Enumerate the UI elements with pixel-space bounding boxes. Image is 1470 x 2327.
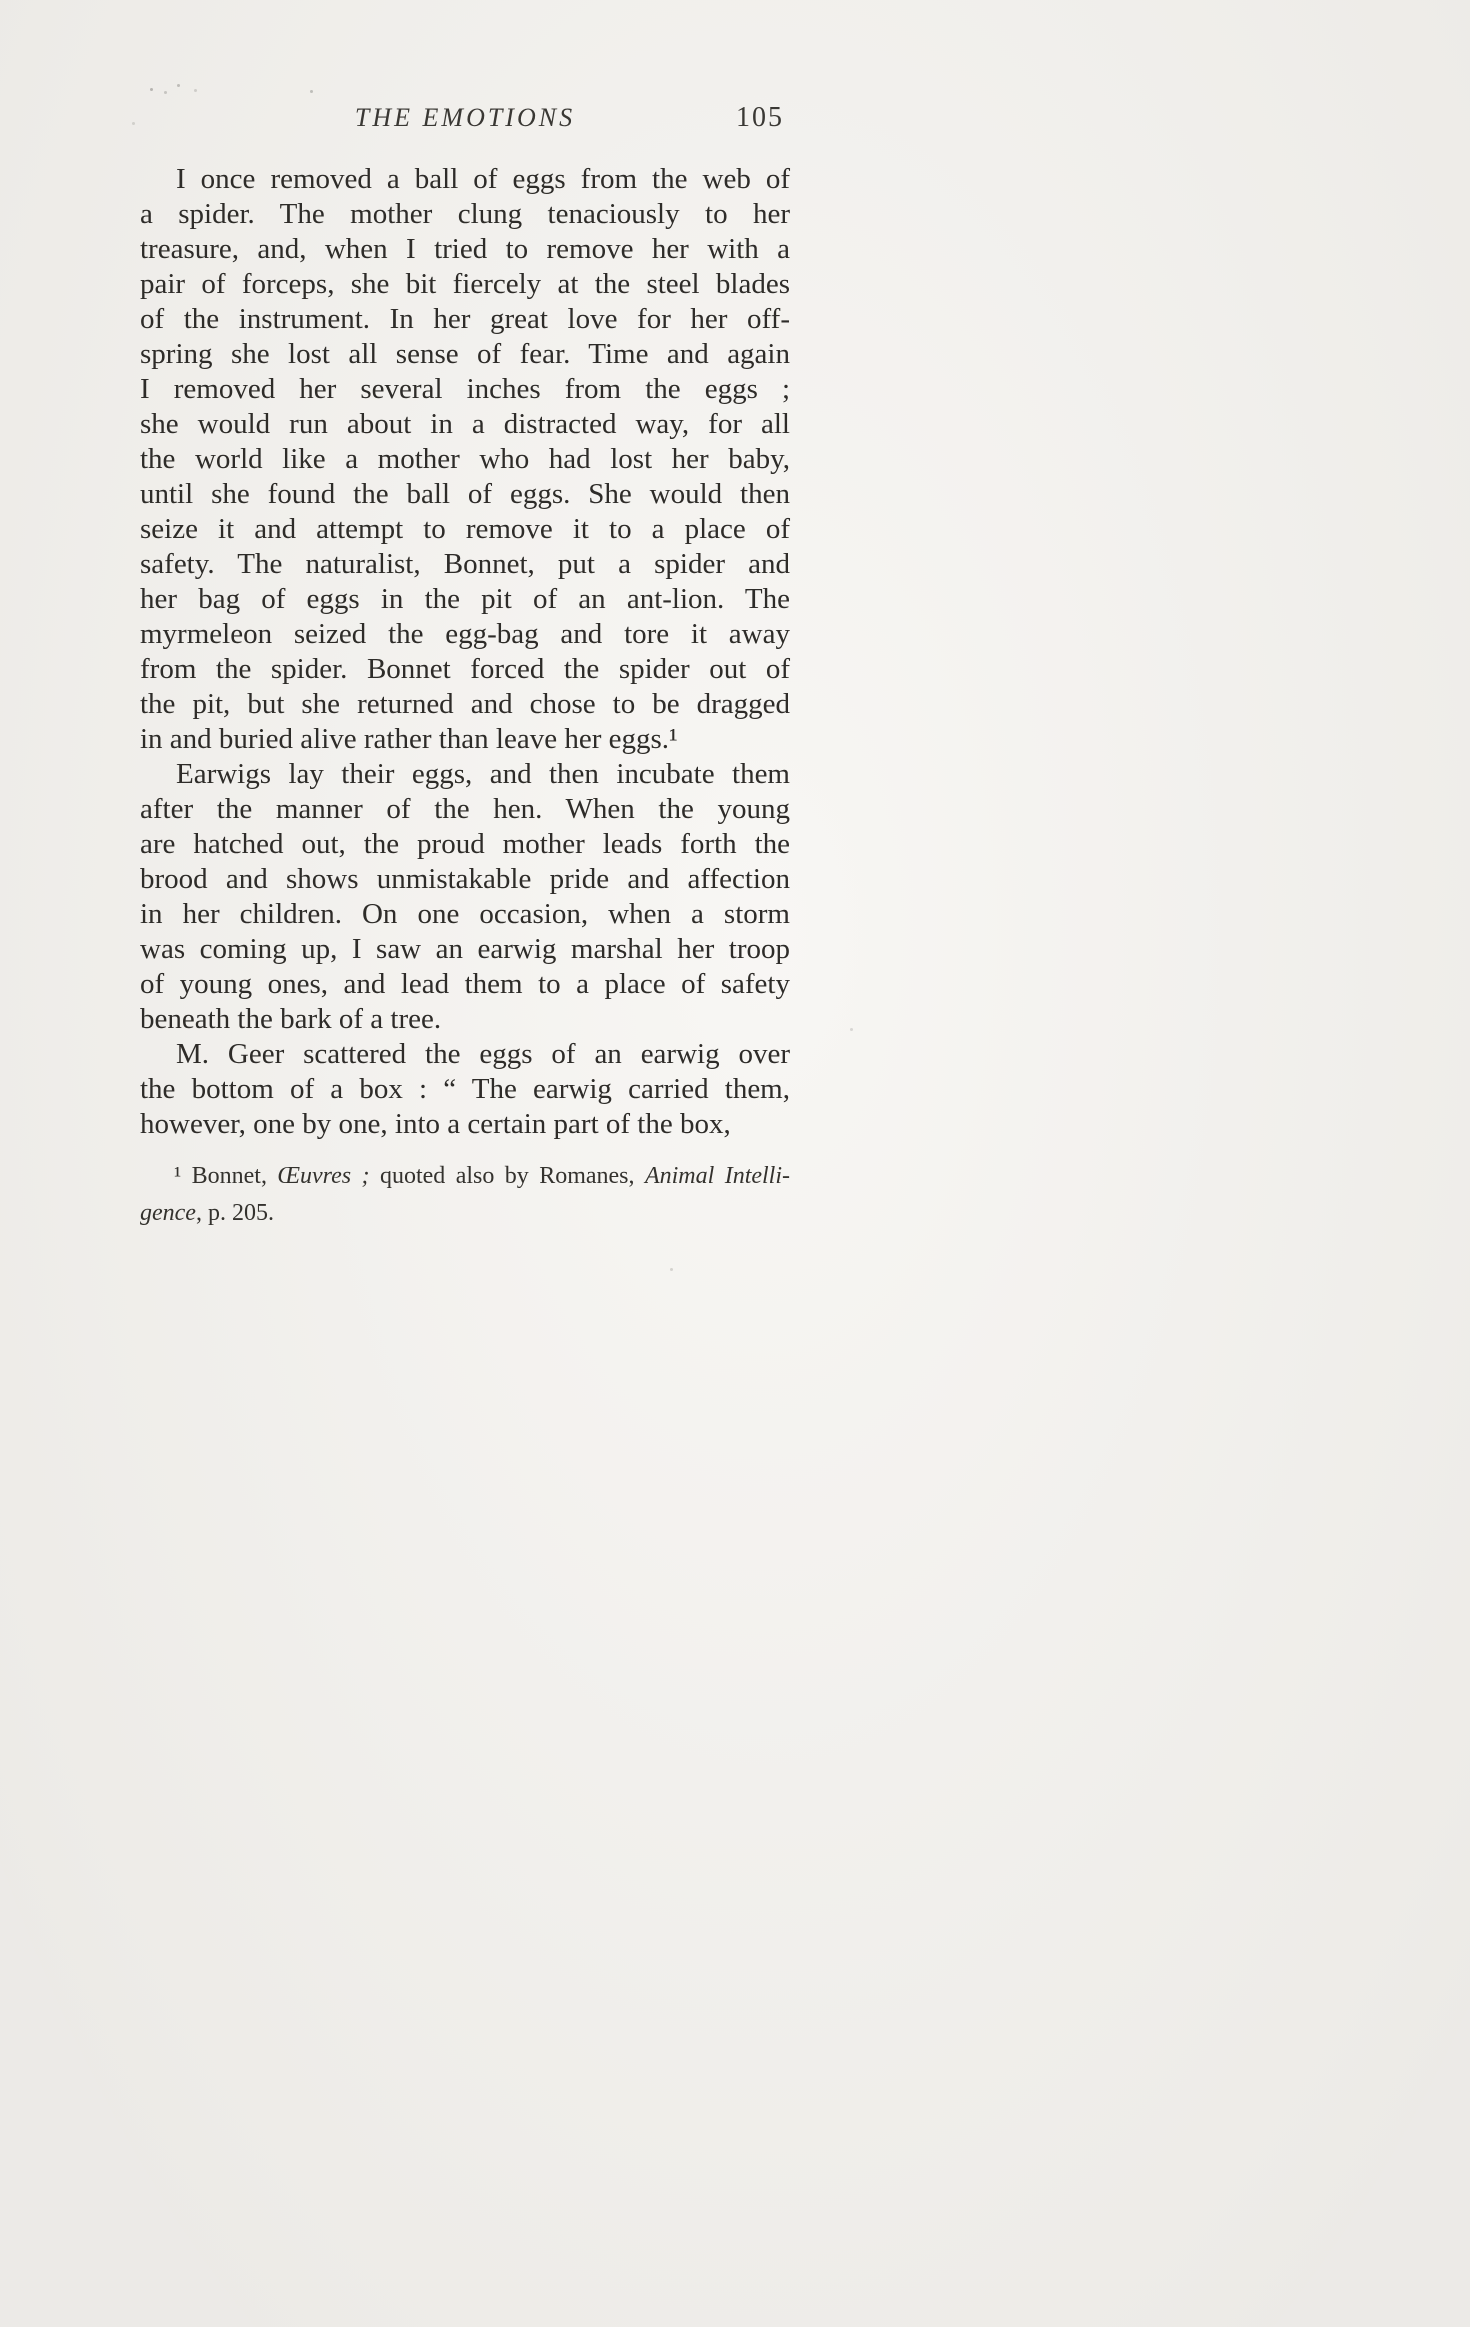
text-line: spring she lost all sense of fear. Time and again xyxy=(140,338,790,370)
text-line: I removed her several inches from the eggs ; xyxy=(140,373,790,405)
text-line: are hatched out, the proud mother leads forth the xyxy=(140,828,790,860)
footnote xyxy=(140,1158,790,1232)
running-title: THE EMOTIONS xyxy=(354,103,576,132)
text-line: gence, p. 205. xyxy=(140,1200,274,1226)
page-header xyxy=(140,103,790,143)
text-line: myrmeleon seized the egg-bag and tore it away xyxy=(140,618,790,650)
text-line: her bag of eggs in the pit of an ant-lion. The xyxy=(140,583,790,615)
text-line: seize it and attempt to remove it to a place of xyxy=(140,513,790,545)
text-line: I once removed a ball of eggs from the web of xyxy=(176,163,790,195)
text-line: of young ones, and lead them to a place of safety xyxy=(140,968,790,1000)
body-text xyxy=(140,162,790,1142)
text-line: safety. The naturalist, Bonnet, put a spider and xyxy=(140,548,790,580)
text-line: until she found the ball of eggs. She would then xyxy=(140,478,790,510)
text-line: M. Geer scattered the eggs of an earwig over xyxy=(176,1038,790,1070)
paragraph xyxy=(140,1037,790,1142)
text-line: beneath the bark of a tree. xyxy=(140,1003,442,1035)
text-line: from the spider. Bonnet forced the spider out of xyxy=(140,653,790,685)
text-line: in and buried alive rather than leave her eggs.¹ xyxy=(140,723,678,755)
text-line: in her children. On one occasion, when a storm xyxy=(140,898,790,930)
page-number: 105 xyxy=(736,102,784,133)
text-line: however, one by one, into a certain part of the box, xyxy=(140,1108,731,1140)
text-line: brood and shows unmistakable pride and affection xyxy=(140,863,790,895)
text-line: a spider. The mother clung tenaciously to her xyxy=(140,198,790,230)
text-column xyxy=(140,162,790,1232)
text-line: pair of forceps, she bit fiercely at the steel blades xyxy=(140,268,790,300)
paragraph xyxy=(140,162,790,757)
text-line: the bottom of a box : “ The earwig carried them, xyxy=(140,1073,790,1105)
text-line: Earwigs lay their eggs, and then incubate them xyxy=(176,758,790,790)
text-line: she would run about in a distracted way, for all xyxy=(140,408,790,440)
text-line: the world like a mother who had lost her baby, xyxy=(140,443,790,475)
text-line: ¹ Bonnet, Œuvres ; quoted also by Romanes, Animal Intelli- xyxy=(174,1163,791,1189)
text-line: of the instrument. In her great love for her off- xyxy=(140,303,790,335)
text-line: was coming up, I saw an earwig marshal her troop xyxy=(140,933,790,965)
text-line: after the manner of the hen. When the young xyxy=(140,793,790,825)
text-line: the pit, but she returned and chose to be dragged xyxy=(140,688,790,720)
paragraph xyxy=(140,757,790,1037)
text-line: treasure, and, when I tried to remove her with a xyxy=(140,233,790,265)
